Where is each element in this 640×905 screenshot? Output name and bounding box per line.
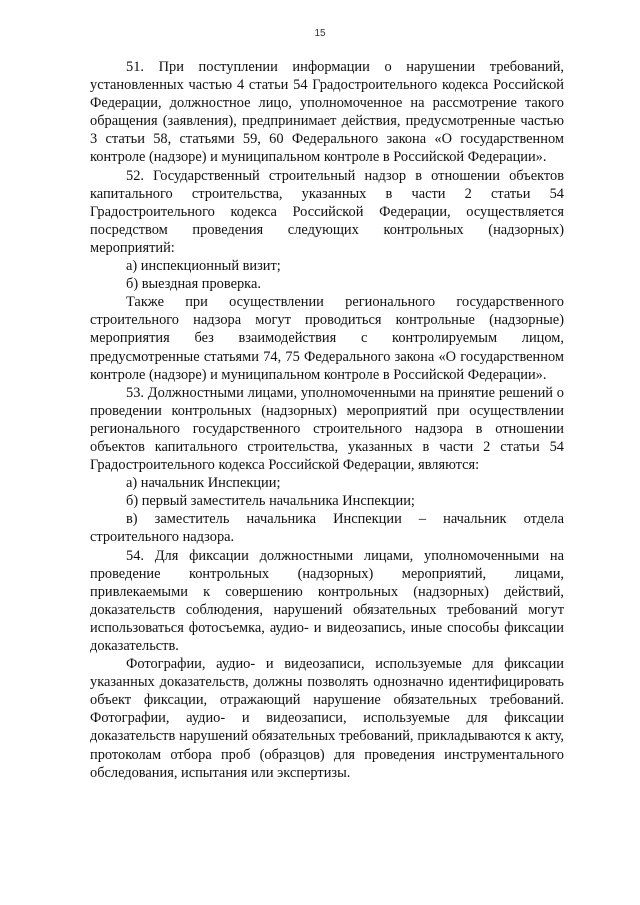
paragraph-53: 53. Должностными лицами, уполномоченными на принятие решений о проведении контрольных (надзорных) мероприятий при осуществлении регионального государственного строительного надзора в отношении объектов капитального строительства, указанных в части 2 статьи 54 Градостроительного кодекса Российской Федерации, являются: (90, 384, 564, 474)
list-item-head-of-inspection: а) начальник Инспекции; (126, 475, 281, 492)
list-item-first-deputy: б) первый заместитель начальника Инспекции; (126, 493, 415, 510)
paragraph-54: 54. Для фиксации должностными лицами, уполномоченными на проведение контрольных (надзорных) мероприятий, лицами, привлекаемыми к совершению контрольных (надзорных) действий, доказательств соблюдения, нарушений обязательных требований могут использоваться фотосъемка, аудио- и видеозапись, иные способы фиксации доказательств. (90, 547, 564, 654)
paragraph-51: 51. При поступлении информации о нарушении требований, установленных частью 4 статьи 54 Градостроительного кодекса Российской Федерации, должностное лицо, уполномоченное на рассмотрение такого обращения (заявления), предпринимает действия, предусмотренные частью 3 статьи 58, статьями 59, 60 Федерального закона «О государственном контроле (надзоре) и муниципальном контроле в Российской Федерации». (90, 59, 564, 166)
list-item-inspection-visit: а) инспекционный визит; (126, 258, 281, 275)
page-number: 15 (314, 28, 326, 39)
paragraph-52: 52. Государственный строительный надзор в отношении объектов капитального строительства, указанных в части 2 статьи 54 Градостроительного кодекса Российской Федерации, осуществляется посредством проведения следующих контрольных (надзорных) мероприятий: (90, 167, 564, 256)
paragraph-also-without-interaction: Также при осуществлении регионального государственного строительного надзора могут проводиться контрольные (надзорные) мероприятия без взаимодействия с контролируемым лицом, предусмотренные статьями 74, 75 Федерального закона «О государственном контроле (надзоре) и муниципальном контроле в Российской Федерации». (90, 294, 564, 383)
document-body (90, 58, 564, 782)
list-item-deputy-head: в) заместитель начальника Инспекции – начальник отдела строительного надзора. (90, 511, 564, 546)
list-item-field-check: б) выездная проверка. (126, 276, 261, 293)
paragraph-photo-video: Фотографии, аудио- и видеозаписи, используемые для фиксации указанных доказательств, должны позволять однозначно идентифицировать объект фиксации, отражающий нарушение обязательных требований. Фотографии, аудио- и видеозаписи, используемые для фиксации доказательств нарушений обязательных требований, прикладываются к акту, протоколам отбора проб (образцов) для проведения инструментального обследования, испытания или экспертизы. (90, 656, 564, 781)
